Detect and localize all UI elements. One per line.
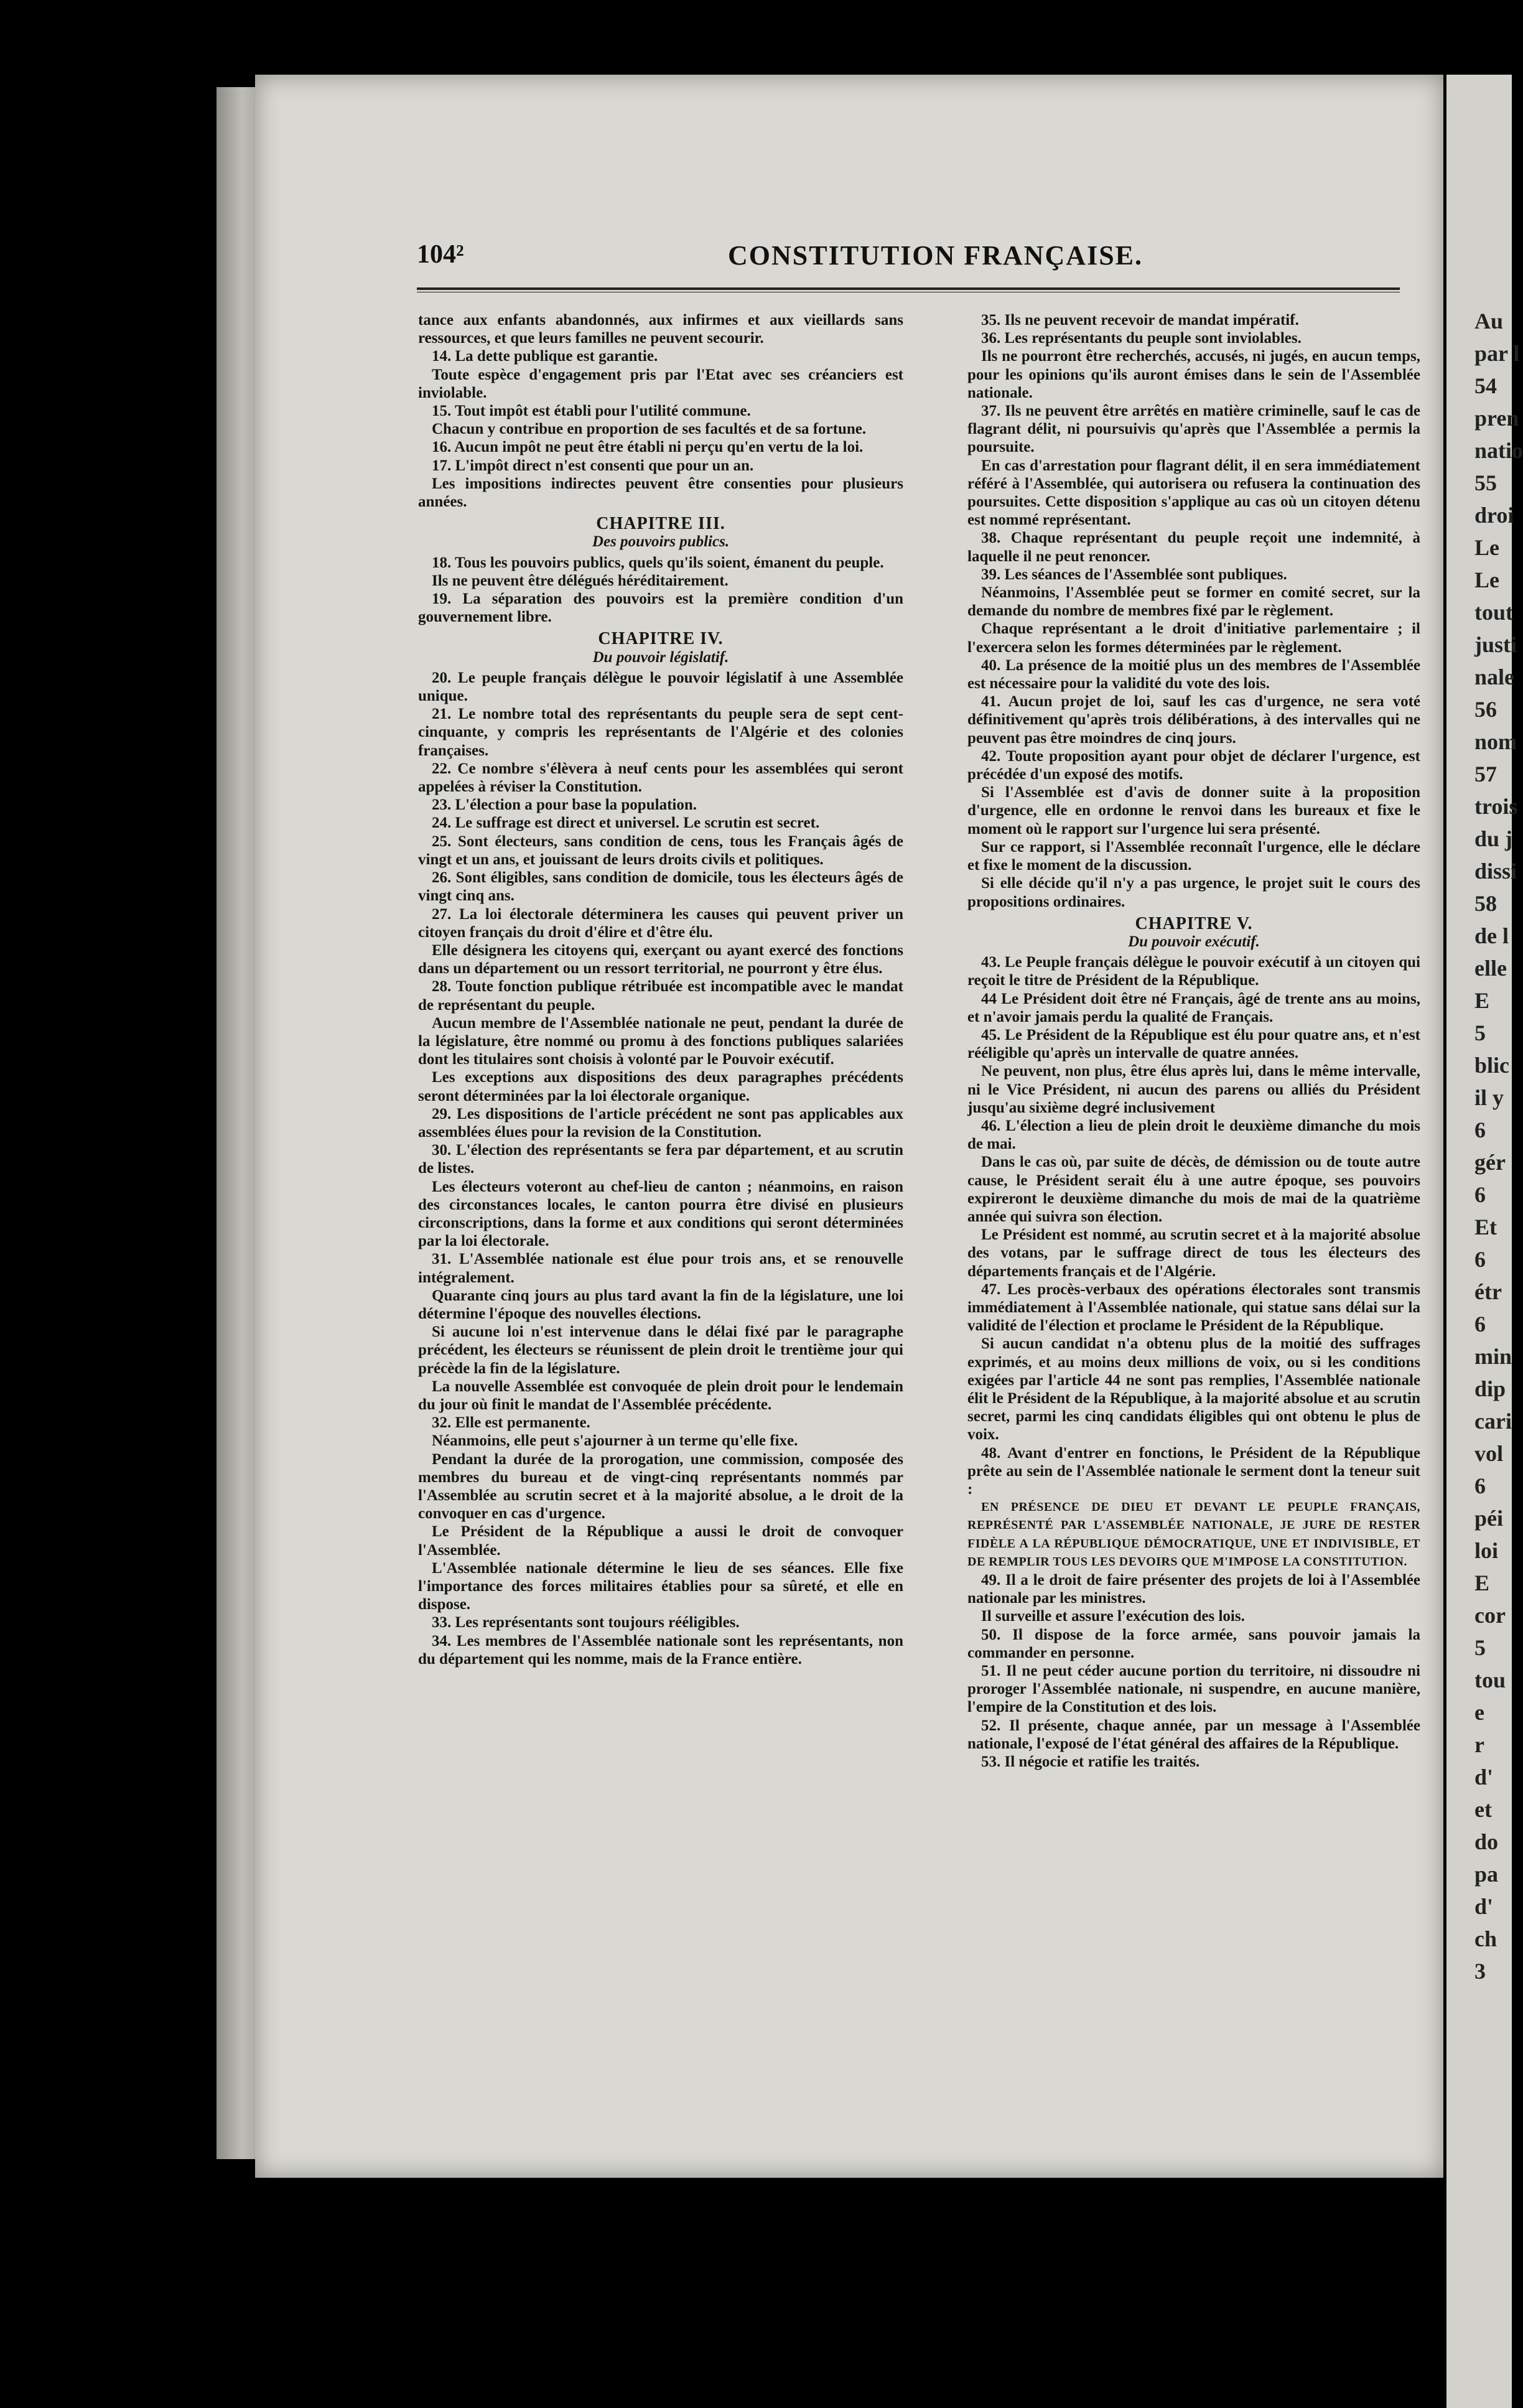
article-paragraph: 37. Ils ne peuvent être arrêtés en matière criminelle, sauf le cas de flagrant délit, ni poursuivis qu'après que l'Assemblée a permis la poursuite. <box>967 403 1420 456</box>
running-title: CONSTITUTION FRANÇAISE. <box>728 240 1143 271</box>
article-paragraph: 39. Les séances de l'Assemblée sont publiques. <box>981 566 1287 583</box>
article-paragraph: Elle désignera les citoyens qui, exerçant ou ayant exercé des fonctions dans un département ou un ressort territorial, ne pourront y être élus. <box>418 941 903 978</box>
adjacent-text-fragment: et <box>1474 1797 1492 1822</box>
adjacent-text-fragment: 6 <box>1474 1247 1486 1272</box>
adjacent-text-fragment: péi <box>1474 1506 1504 1531</box>
article-paragraph: 51. Il ne peut céder aucune portion du territoire, ni dissoudre ni proroger l'Assemblée nationale, ni suspendre, en aucune manière, l'empire de la Constitution et des lois. <box>967 1663 1420 1716</box>
article-paragraph: Dans le cas où, par suite de décès, de démission ou de toute autre cause, le Président serait élu à une autre époque, ses pouvoirs expireront le deuxième dimanche du mois de mai de la quatrième année qui suivra son élection. <box>967 1154 1420 1225</box>
article-paragraph: 25. Sont électeurs, sans condition de cens, tous les Français âgés de vingt et un ans, et jouissant de leurs droits civils et politiques. <box>418 833 903 868</box>
article-paragraph: Aucun membre de l'Assemblée nationale ne peut, pendant la durée de la législature, être nommé ou promu à des fonctions publiques salariées dont les titulaires sont choisis à volonté par le Pouvoir exécutif. <box>418 1014 903 1068</box>
article-paragraph: 18. Tous les pouvoirs publics, quels qu'ils soient, émanent du peuple. <box>432 554 884 571</box>
article-paragraph: 31. L'Assemblée nationale est élue pour trois ans, et se renouvelle intégralement. <box>418 1251 903 1286</box>
article-paragraph: 49. Il a le droit de faire présenter des projets de loi à l'Assemblée nationale par les ministres. <box>967 1572 1420 1607</box>
article-paragraph: 22. Ce nombre s'élèvera à neuf cents pour les assemblées qui seront appelées à réviser la Constitution. <box>418 760 903 796</box>
adjacent-text-fragment: 57 <box>1474 762 1497 786</box>
article-paragraph: Si aucune loi n'est intervenue dans le délai fixé par le paragraphe précédent, les électeurs se réunissent de plein droit le trentième jour qui précède la fin de la législature. <box>418 1323 903 1377</box>
adjacent-text-fragment: tout <box>1474 600 1513 625</box>
adjacent-text-fragment: cari <box>1474 1409 1512 1434</box>
article-paragraph: Le Président est nommé, au scrutin secret et à la majorité absolue des votans, par le suffrage direct de tous les électeurs des départements français et de l'Algérie. <box>967 1226 1420 1280</box>
article-paragraph: 36. Les représentants du peuple sont inviolables. <box>981 330 1302 347</box>
article-paragraph: 48. Avant d'entrer en fonctions, le Président de la République prête au sein de l'Assemblée nationale le serment dont la teneur suit : <box>967 1444 1420 1498</box>
adjacent-text-fragment: Le <box>1474 567 1499 592</box>
adjacent-text-fragment: vol <box>1474 1441 1504 1466</box>
adjacent-text-fragment: Et <box>1474 1215 1497 1239</box>
header-rule <box>417 287 1400 292</box>
article-paragraph: 19. La séparation des pouvoirs est la première condition d'un gouvernement libre. <box>418 590 903 626</box>
article-paragraph: 53. Il négocie et ratifie les traités. <box>981 1753 1200 1771</box>
right-text-column <box>967 311 1420 1771</box>
adjacent-text-fragment: justi <box>1474 632 1517 657</box>
article-paragraph: L'Assemblée nationale détermine le lieu de ses séances. Elle fixe l'importance des forces militaires établies pour sa sûreté, et elle en dispose. <box>418 1559 903 1613</box>
article-paragraph: Néanmoins, l'Assemblée peut se former en comité secret, sur la demande du nombre de membres fixé par le règlement. <box>967 584 1420 620</box>
article-paragraph: 47. Les procès-verbaux des opérations électorales sont transmis immédiatement à l'Assemblée nationale, qui statue sans délai sur la validité de l'élection et proclame le Président de la République. <box>967 1281 1420 1335</box>
article-paragraph: 42. Toute proposition ayant pour objet de déclarer l'urgence, est précédée d'un exposé des motifs. <box>967 747 1420 783</box>
adjacent-text-fragment: 5 <box>1474 1635 1486 1660</box>
article-paragraph: Si elle décide qu'il n'y a pas urgence, le projet suit le cours des propositions ordinaires. <box>967 875 1420 910</box>
adjacent-text-fragment: dissi <box>1474 859 1517 884</box>
adjacent-text-fragment: 6 <box>1474 1473 1486 1498</box>
adjacent-text-fragment: Le <box>1474 535 1499 560</box>
adjacent-text-fragment: dip <box>1474 1376 1506 1401</box>
adjacent-text-fragment: 55 <box>1474 470 1497 495</box>
adjacent-text-fragment: 6 <box>1474 1312 1486 1337</box>
adjacent-text-fragment: nom <box>1474 729 1517 754</box>
chapter-subtitle: Du pouvoir exécutif. <box>1128 933 1260 950</box>
article-paragraph: 43. Le Peuple français délègue le pouvoir exécutif à un citoyen qui reçoit le titre de Président de la République. <box>967 954 1420 989</box>
article-paragraph: Pendant la durée de la prorogation, une commission, composée des membres du bureau et de vingt-cinq représentants nommés par l'Assemblée au scrutin secret et à la majorité absolue, a le droit de la convoquer en cas d'urgence. <box>418 1450 903 1523</box>
article-paragraph: Chacun y contribue en proportion de ses facultés et de sa fortune. <box>432 421 867 438</box>
article-paragraph: 28. Toute fonction publique rétribuée est incompatible avec le mandat de représentant du peuple. <box>418 978 903 1014</box>
article-paragraph: 40. La présence de la moitié plus un des membres de l'Assemblée est nécessaire pour la validité du vote des lois. <box>967 656 1420 693</box>
adjacent-text-fragment: do <box>1474 1829 1499 1854</box>
article-paragraph: Sur ce rapport, si l'Assemblée reconnaît l'urgence, elle le déclare et fixe le moment de la discussion. <box>967 838 1420 874</box>
chapter-heading: CHAPITRE III. <box>596 514 725 534</box>
adjacent-page-fragment <box>1446 75 1523 2408</box>
article-paragraph: 52. Il présente, chaque année, par un message à l'Assemblée nationale, l'exposé de l'état général des affaires de la République. <box>967 1717 1420 1752</box>
adjacent-text-fragment: nale <box>1474 665 1515 689</box>
article-paragraph: 17. L'impôt direct n'est consenti que pour un an. <box>432 457 754 474</box>
adjacent-text-fragment: loi <box>1474 1538 1499 1563</box>
article-paragraph: Les électeurs voteront au chef-lieu de canton ; néanmoins, en raison des circonstances locales, le canton pourra être divisé en plusieurs circonscriptions, dans la forme et aux conditions qui seront déterminées par la loi électorale. <box>418 1178 903 1250</box>
chapter-heading: CHAPITRE V. <box>1135 913 1253 933</box>
adjacent-text-fragment: droi <box>1474 503 1514 528</box>
article-paragraph: 32. Elle est permanente. <box>432 1414 590 1432</box>
adjacent-text-fragment: de l <box>1474 923 1509 948</box>
oath-text: EN PRÉSENCE DE DIEU ET DEVANT LE PEUPLE FRANÇAIS, REPRÉSENTÉ PAR L'ASSEMBLÉE NATIONALE, JE JURE DE RESTER FIDÈLE A LA RÉPUBLIQUE DÉMOCRATIQUE, UNE ET INDIVISIBLE, ET DE REMPLIR TOUS LES DEVOIRS QUE M'IMPOSE LA CONSTITUTION. <box>967 1500 1420 1569</box>
adjacent-text-fragment: min <box>1474 1344 1512 1369</box>
article-paragraph: Ils ne peuvent être délégués héréditairement. <box>432 572 729 589</box>
adjacent-text-fragment: trois <box>1474 794 1518 819</box>
article-paragraph: 34. Les membres de l'Assemblée nationale sont les représentants, non du département qui les nomme, mais de la France entière. <box>418 1632 903 1668</box>
article-paragraph: 30. L'élection des représentants se fera par département, et au scrutin de listes. <box>418 1142 903 1177</box>
article-paragraph: Le Président de la République a aussi le droit de convoquer l'Assemblée. <box>418 1523 903 1559</box>
adjacent-text-fragment: ch <box>1474 1926 1497 1951</box>
article-paragraph: 44 Le Président doit être né Français, âgé de trente ans au moins, et n'avoir jamais perdu la qualité de Français. <box>967 990 1420 1025</box>
adjacent-text-fragment: r <box>1474 1732 1484 1757</box>
article-paragraph: 33. Les représentants sont toujours rééligibles. <box>432 1614 740 1631</box>
adjacent-text-fragment: par l <box>1474 341 1520 366</box>
article-paragraph: Si l'Assemblée est d'avis de donner suite à la proposition d'urgence, elle en ordonne le renvoi dans les bureaux et fixe le moment où le rapport sur l'urgence lui sera présenté. <box>967 784 1420 838</box>
page-edge <box>217 87 259 2159</box>
adjacent-text-fragment: 5 <box>1474 1020 1486 1045</box>
article-paragraph: 16. Aucun impôt ne peut être établi ni perçu qu'en vertu de la loi. <box>432 439 864 456</box>
adjacent-text-fragment: étr <box>1474 1279 1502 1304</box>
adjacent-text-fragment: 6 <box>1474 1118 1486 1142</box>
article-paragraph: 24. Le suffrage est direct et universel. Le scrutin est secret. <box>432 814 820 832</box>
adjacent-text-fragment: cor <box>1474 1603 1506 1628</box>
adjacent-text-fragment: E <box>1474 988 1490 1013</box>
page-number: 104² <box>417 240 464 269</box>
adjacent-text-fragment: pa <box>1474 1862 1499 1887</box>
adjacent-text-fragment: pren <box>1474 406 1519 431</box>
article-paragraph: Ils ne pourront être recherchés, accusés, ni jugés, en aucun temps, pour les opinions qu'ils auront émises dans le sein de l'Assemblée nationale. <box>967 348 1420 401</box>
left-text-column <box>418 311 903 1668</box>
article-paragraph: Ne peuvent, non plus, être élus après lui, dans le même intervalle, ni le Vice Président, ni aucun des parens ou alliés du Président jusqu'au sixième degré inclusivement <box>967 1063 1420 1116</box>
adjacent-text-fragment: 6 <box>1474 1182 1486 1207</box>
article-paragraph: 26. Sont éligibles, sans condition de domicile, tous les électeurs âgés de vingt cinq ans. <box>418 869 903 905</box>
article-paragraph: Toute espèce d'engagement pris par l'Etat avec ses créanciers est inviolable. <box>418 366 903 401</box>
article-paragraph: Chaque représentant a le droit d'initiative parlementaire ; il l'exercera selon les formes déterminées par le règlement. <box>967 620 1420 656</box>
adjacent-text-fragment: natio <box>1474 438 1523 463</box>
adjacent-text-fragment: d' <box>1474 1765 1494 1790</box>
article-paragraph: 21. Le nombre total des représentants du peuple sera de sept cent-cinquante, y compris les représentants de l'Algérie et des colonies françaises. <box>418 706 903 759</box>
article-paragraph: La nouvelle Assemblée est convoquée de plein droit pour le lendemain du jour où finit le mandat de l'Assemblée précédente. <box>418 1378 903 1413</box>
article-paragraph: 45. Le Président de la République est élu pour quatre ans, et n'est rééligible qu'après un intervalle de quatre années. <box>967 1026 1420 1062</box>
article-paragraph: Si aucun candidat n'a obtenu plus de la moitié des suffrages exprimés, et au moins deux millions de voix, ou si les conditions exigées par l'article 44 ne sont pas remplies, l'Assemblée nationale élit le Président de la République, à la majorité absolue et au scrutin secret, parmi les cinq candidats éligibles qui ont obtenu le plus de voix. <box>967 1335 1420 1444</box>
article-paragraph: 20. Le peuple français délègue le pouvoir législatif à une Assemblée unique. <box>418 669 903 705</box>
adjacent-text-fragment: d' <box>1474 1894 1494 1919</box>
adjacent-text-fragment: Au <box>1474 309 1504 334</box>
article-paragraph: Quarante cinq jours au plus tard avant la fin de la législature, une loi détermine l'époque des nouvelles élections. <box>418 1287 903 1322</box>
adjacent-text-fragment: il y <box>1474 1085 1504 1110</box>
article-paragraph: En cas d'arrestation pour flagrant délit, il en sera immédiatement référé à l'Assemblée, qui autorisera ou refusera la continuation des poursuites. Cette disposition s'applique au cas où un citoyen détenu est nommé représentant. <box>967 457 1420 529</box>
article-paragraph: 38. Chaque représentant du peuple reçoit une indemnité, à laquelle il ne peut renoncer. <box>967 530 1420 565</box>
article-paragraph: Il surveille et assure l'exécution des lois. <box>981 1608 1245 1625</box>
article-paragraph: 15. Tout impôt est établi pour l'utilité commune. <box>432 403 751 420</box>
adjacent-text-fragment: 54 <box>1474 373 1497 398</box>
adjacent-text-fragment: 3 <box>1474 1959 1486 1984</box>
article-paragraph: 35. Ils ne peuvent recevoir de mandat impératif. <box>981 312 1299 329</box>
chapter-subtitle: Des pouvoirs publics. <box>592 533 730 551</box>
adjacent-text-fragment: blic <box>1474 1053 1510 1078</box>
article-paragraph: 29. Les dispositions de l'article précédent ne sont pas applicables aux assemblées élues pour la revision de la Constitution. <box>418 1105 903 1141</box>
chapter-heading: CHAPITRE IV. <box>598 629 724 649</box>
adjacent-text-fragment: tou <box>1474 1668 1506 1692</box>
article-paragraph: 41. Aucun projet de loi, sauf les cas d'urgence, ne sera voté définitivement qu'après trois délibérations, à des intervalles qui ne peuvent pas être moindres de cinq jours. <box>967 693 1420 747</box>
adjacent-text-fragment: elle <box>1474 956 1507 981</box>
adjacent-text-fragment: e <box>1474 1700 1484 1725</box>
article-paragraph: 27. La loi électorale déterminera les causes qui peuvent priver un citoyen français du droit d'élire et d'être élu. <box>418 905 903 941</box>
adjacent-text-fragment: 58 <box>1474 891 1497 916</box>
article-paragraph: Les exceptions aux dispositions des deux paragraphes précédents seront déterminées par la loi électorale organique. <box>418 1069 903 1104</box>
article-paragraph: 50. Il dispose de la force armée, sans pouvoir jamais la commander en personne. <box>967 1626 1420 1661</box>
page-header <box>417 240 1400 283</box>
article-paragraph: 23. L'élection a pour base la population. <box>432 796 697 814</box>
article-paragraph: tance aux enfants abandonnés, aux infirmes et aux vieillards sans ressources, et que leurs familles ne peuvent secourir. <box>418 312 903 347</box>
adjacent-text-fragment: 56 <box>1474 697 1497 722</box>
adjacent-text-fragment: du j <box>1474 826 1513 851</box>
article-paragraph: Néanmoins, elle peut s'ajourner à un terme qu'elle fixe. <box>432 1432 798 1450</box>
article-paragraph: 46. L'élection a lieu de plein droit le deuxième dimanche du mois de mai. <box>967 1117 1420 1153</box>
article-paragraph: Les impositions indirectes peuvent être consenties pour plusieurs années. <box>418 475 903 511</box>
article-paragraph: 14. La dette publique est garantie. <box>432 348 658 365</box>
chapter-subtitle: Du pouvoir législatif. <box>592 648 729 666</box>
adjacent-text-fragment: E <box>1474 1570 1490 1595</box>
adjacent-text-fragment: gér <box>1474 1150 1506 1175</box>
